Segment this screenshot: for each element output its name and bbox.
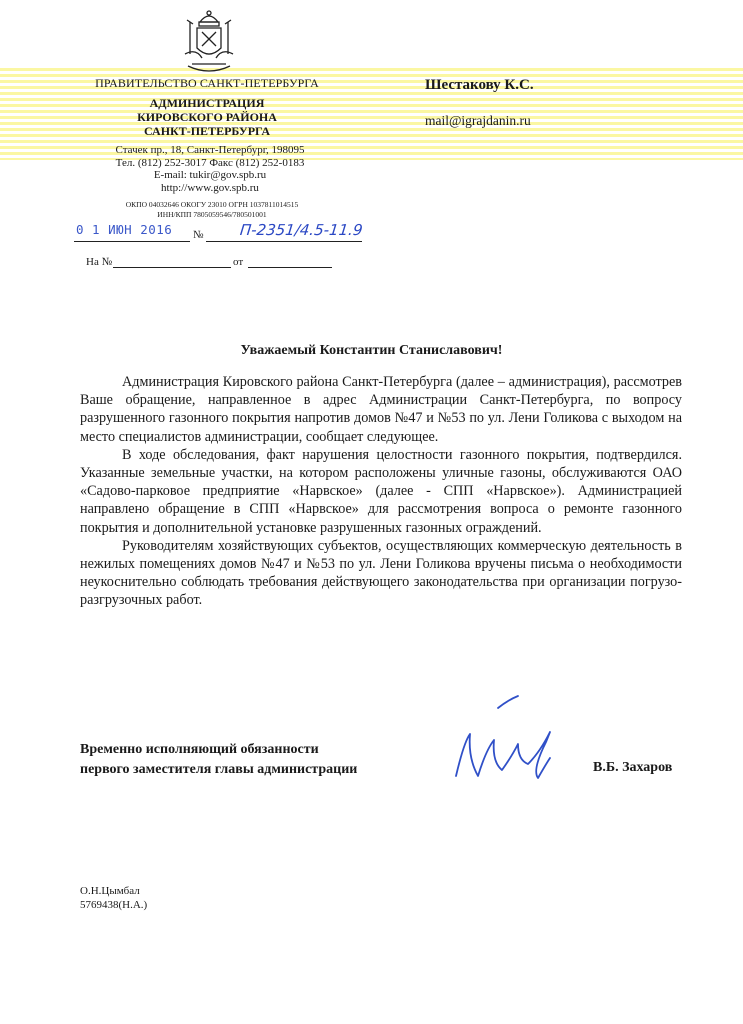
address: Стачек пр., 18, Санкт-Петербург, 198095 (115, 144, 305, 156)
admin-line-3: САНКТ-ПЕТЕРБУРГА (143, 124, 271, 138)
codes-line-2: ИНН/КПП 7805059546/780501001 (157, 210, 267, 219)
paragraph: В ходе обследования, факт нарушения целостности газонного покрытия, подтвердился. Указанные земельные участки, на котором расположены уличные газоны, обслуживаются ОАО «Садово-парковое предприятие «Нарвское» (далее - СПП «Нарвское»). Администрацией направлено обращение в СПП «Нарвское» для рассмотрения вопроса о ремонте газонного покрытия и дополнительной установке разрушенных газонных ограждений. (80, 446, 682, 536)
executor-info (80, 884, 147, 912)
government-name: ПРАВИТЕЛЬСТВО САНКТ-ПЕТЕРБУРГА (95, 76, 319, 90)
reference-from-label: от (233, 256, 244, 268)
letter-body (80, 373, 682, 610)
handwritten-signature (438, 694, 558, 786)
paragraph: Руководителям хозяйствующих субъектов, осуществляющих коммерческую деятельность в нежилых помещениях домов №47 и №53 по ул. Лени Голикова вручены письма о необходимости неукоснительно соблюдать требования действующего законодательства при организации погрузо-разгрузочных работ. (80, 537, 682, 609)
signer-title-line-2: первого заместителя главы администрации (80, 762, 358, 777)
signer-name: В.Б. Захаров (593, 760, 673, 775)
website: http://www.gov.spb.ru (161, 181, 259, 194)
registry-codes (62, 200, 362, 220)
number-label: № (193, 229, 204, 241)
codes-line-1: ОКПО 04032646 ОКОГУ 23010 ОГРН 1037811014515 (125, 200, 299, 209)
administration-name (76, 96, 338, 138)
reference-label: На № (86, 256, 113, 268)
outgoing-number: П-2351/4.5-11.9 (239, 221, 364, 239)
date-underline (74, 241, 190, 242)
paragraph: Администрация Кировского района Санкт-Петербурга (далее – администрация), рассмотрев Ваше обращение, направленное в адрес Администрации Санкт-Петербурга, по вопросу разрушенного газонного покрытия напротив домов №47 и №53 по ул. Лени Голикова с выходом на место специалистов администрации, сообщает следующее. (80, 374, 682, 445)
salutation: Уважаемый Константин Станиславович! (240, 343, 503, 358)
admin-line-1: АДМИНИСТРАЦИЯ (149, 96, 265, 110)
admin-line-2: КИРОВСКОГО РАЙОНА (137, 110, 277, 124)
reference-underline (113, 267, 231, 268)
coat-of-arms-icon (178, 8, 240, 76)
recipient-name: Шестакову К.С. (425, 77, 534, 93)
date-stamp: 0 1 ИЮН 2016 (76, 222, 173, 237)
recipient-email: mail@igrajdanin.ru (425, 113, 531, 128)
signer-title-line-1: Временно исполняющий обязанности (80, 742, 319, 757)
executor-phone: 5769438(Н.А.) (80, 899, 148, 911)
reference-date-underline (248, 267, 332, 268)
number-underline (206, 241, 362, 242)
signer-title (80, 740, 357, 780)
letterhead-contacts (80, 144, 340, 194)
phone-fax: Тел. (812) 252-3017 Факс (812) 252-0183 (115, 156, 305, 169)
email: E-mail: tukir@gov.spb.ru (153, 169, 267, 181)
executor-name: О.Н.Цымбал (80, 885, 140, 897)
